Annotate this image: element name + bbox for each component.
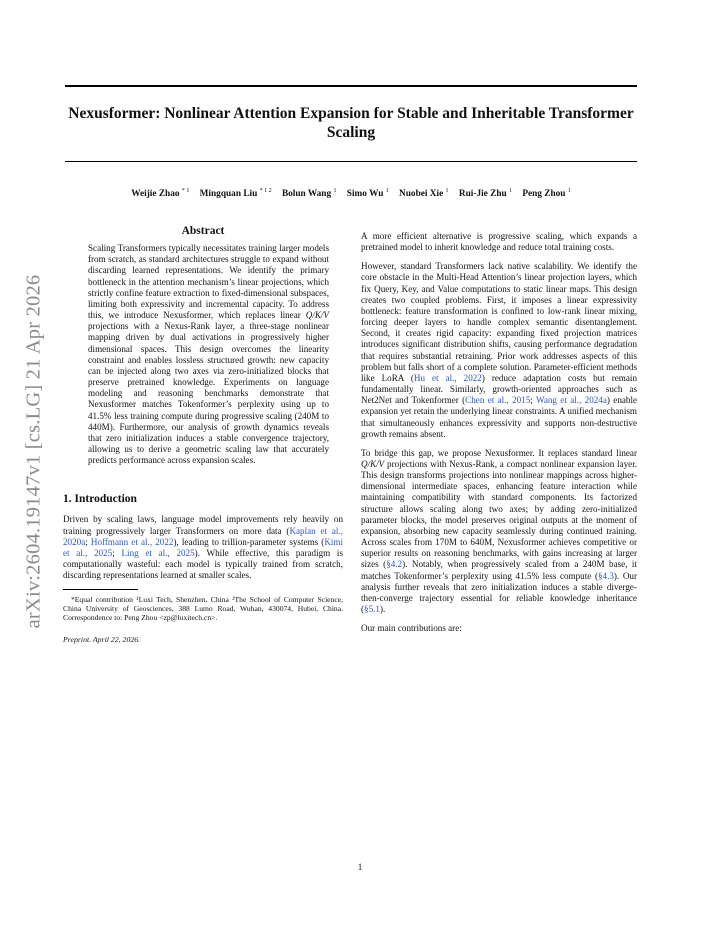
section-ref-link[interactable]: §5.1 — [364, 604, 380, 614]
footnote-rule — [63, 589, 138, 590]
body-paragraph: However, standard Transformers lack native scalability. We identify the core obstacle in the Multi-Head Attention’s linear projection layers, which fix Query, Key, and Value computations to static linear maps. This design creates two coupled problems. First, it imposes a linear expressivity bottleneck: feature transformation is confined to low-rank linear mixing, forcing deeper layers to handle complex semantic disentanglement. Second, it creates rigid capacity: expanding fixed projection matrices introduces significant distribution shifts, causing performance degradation that requires substantial retraining. Prior work addresses aspects of this problem but falls short of a complete solution. Parameter-efficient methods like LoRA (Hu et al., 2022) reduce adaptation costs but remain fundamentally linear. Similarly, growth-oriented approaches such as Net2Net and Tokenformer (Chen et al., 2015; Wang et al., 2024a) enable expansion yet retain the underlying linear constraints. A unified mechanism that simultaneously enhances expressivity and supports non-destructive growth remains absent. — [361, 261, 638, 439]
intro-paragraph: Driven by scaling laws, language model improvements rely heavily on training progressively larger Transformers on more data (Kaplan et al., 2020a; Hoffmann et al., 2022), leading to trillion-parameter systems (Kimi et al., 2025; Ling et al., 2025). While effective, this paradigm is computationally wasteful: each model is typically trained from scratch, discarding representations learned at smaller scales. — [63, 514, 344, 581]
section-ref-link[interactable]: §4.3 — [597, 570, 614, 581]
qkv-math: Q/K/V — [305, 310, 329, 321]
citation-link[interactable]: Ling et al., 2025 — [121, 547, 195, 558]
arxiv-identifier-stamp — [14, 263, 54, 639]
body-paragraph: A more efficient alternative is progressive scaling, which expands a pretrained model to inherit knowledge and reduce total training costs. — [361, 231, 637, 253]
citation-link[interactable]: Wang et al., 2024a — [535, 395, 607, 406]
body-paragraph: To bridge this gap, we propose Nexusformer. It replaces standard linear Q/K/V projections with Nexus-Rank, a compact nonlinear expansion layer. This design transforms projections into nonlinear mappings across higher-dimensional intermediate spaces, enhancing feature interaction while maintaining compatibility with standard components. Its factorized structure allows scaling along two axes; by adding zero-initialized parameter blocks, the model preserves original outputs at the moment of expansion, absorbing new capacity seamlessly during continued training. Across scales from 170M to 640M, Nexusformer achieves competitive or superior results on reasoning benchmarks, with gains increasing at larger sizes (§4.2). Notably, when progressively scaled from a 240M base, it matches Tokenformer’s perplexity using 41.5% less compute (§4.3). Our analysis further reveals that zero initialization induces a stable diverge-then-converge trajectory essential for reliable knowledge inheritance (§5.1). — [361, 447, 637, 614]
page-number: 1 — [357, 862, 363, 872]
citation-link[interactable]: Hu et al., 2022 — [413, 372, 482, 383]
preprint-note: Preprint. April 22, 2026. — [63, 635, 141, 645]
author: Weijie Zhao $^{* 1}$ — [131, 188, 190, 200]
abstract-body: Scaling Transformers typically necessitates training larger models from scratch, as standard architectures struggle to expand without discarding learned representations. We identify the primary bottleneck in the attention mechanism’s linear projections, which strictly confine feature extraction to fixed-dimensional subspaces, limiting both expressivity and incremental capacity. To address this, we introduce Nexusformer, which replaces linear Q/K/V projections with a Nexus-Rank layer, a three-stage nonlinear mapping driven by dual activations in progressively higher dimensional spaces. This design overcomes the linearity constraint and enables lossless structured growth: new capacity can be injected along two axes via zero-initialized blocks that preserve pretrained knowledge. Experiments on language modeling and reasoning benchmarks demonstrate that Nexusformer matches Tokenformer’s perplexity using up to 41.5% less training compute during progressive scaling (240M to 440M). Furthermore, our analysis of growth dynamics reveals that zero initialization induces a stable convergence trajectory, allowing us to derive a geometric scaling law that accurately predicts performance across expansion scales. — [88, 243, 329, 466]
citation-link[interactable]: Chen et al., 2015 — [465, 395, 531, 406]
section-heading-introduction: 1. Introduction — [63, 493, 137, 506]
arxiv-stamp-text: arXiv:2604.19147v1 [cs.LG] 21 Apr 2026 — [22, 274, 45, 628]
author: Bolun Wang $^1$ — [281, 188, 337, 200]
section-ref-link[interactable]: §4.2 — [386, 559, 403, 570]
author: Peng Zhou $^1$ — [522, 188, 571, 200]
title-top-rule — [65, 85, 637, 87]
citation-link[interactable]: Kimi et al., 2025 — [63, 536, 344, 558]
left-column — [63, 226, 343, 646]
affiliation-footnote: *Equal contribution ¹Luxi Tech, Shenzhen, China ²The School of Computer Science, China University of Geosciences, 388 Lumo Road, Wuhan, 430074, Hubei, China. Correspondence to: Peng Zhou <zp@luxitech.cn>. — [63, 595, 343, 623]
paper-title: Nexusformer: Nonlinear Attention Expansion for Stable and Inheritable Transformer Scaling — [68, 105, 634, 141]
author: Nuobei Xie $^1$ — [399, 188, 449, 200]
abstract-heading: Abstract — [181, 225, 225, 237]
qkv-math: Q/K/V — [361, 458, 385, 469]
right-column — [361, 231, 637, 642]
citation-link[interactable]: Kaplan et al., 2020a — [63, 525, 344, 547]
title-bottom-rule — [65, 161, 637, 162]
author: Mingquan Liu $^{* 1 2}$ — [199, 188, 272, 200]
body-paragraph: Our main contributions are: — [361, 623, 462, 634]
author: Rui-Jie Zhu $^1$ — [458, 188, 512, 200]
author-list — [65, 188, 637, 199]
author: Simo Wu $^1$ — [346, 188, 389, 200]
citation-link[interactable]: Hoffmann et al., 2022 — [90, 536, 174, 547]
